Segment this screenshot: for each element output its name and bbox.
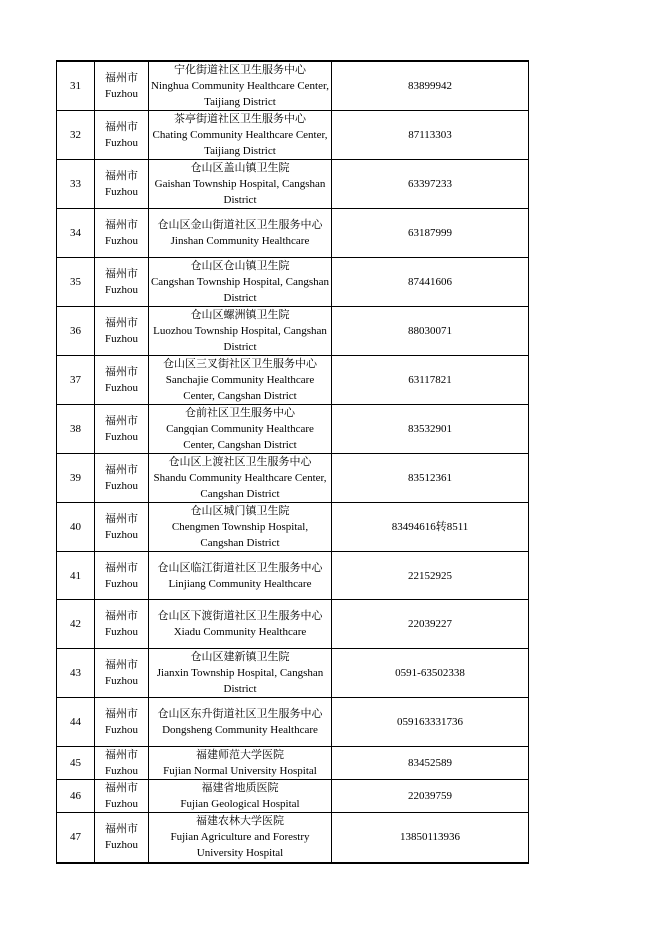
city-cn: 福州市: [105, 749, 138, 761]
table-row: [57, 258, 529, 307]
hospital-name-cell: [149, 600, 332, 649]
city-cell: [95, 111, 149, 160]
table-row: [57, 503, 529, 552]
hospital-name-cn: 仓山区城门镇卫生院: [190, 505, 290, 517]
row-number: 47: [57, 813, 95, 863]
city-en: Fuzhou: [105, 88, 138, 100]
row-number: 38: [57, 405, 95, 454]
hospital-name-en: Xiadu Community Healthcare: [173, 626, 307, 638]
hospital-table: [56, 60, 529, 864]
hospital-name-cell: [149, 649, 332, 698]
table-row: [57, 307, 529, 356]
hospital-name-en: Ninghua Community Healthcare Center, Taijiang District: [151, 80, 329, 108]
hospital-name-en: Cangqian Community Healthcare Center, Cangshan District: [166, 423, 314, 451]
phone-cell: 63117821: [332, 356, 529, 405]
phone-cell: 83452589: [332, 747, 529, 780]
table-row: [57, 698, 529, 747]
table-row: [57, 61, 529, 111]
hospital-name-cn: 仓山区金山街道社区卫生服务中心: [157, 219, 323, 231]
table-row: [57, 747, 529, 780]
city-cn: 福州市: [105, 366, 138, 378]
hospital-name-en: Fujian Agriculture and Forestry University Hospital: [170, 831, 310, 860]
row-number: 37: [57, 356, 95, 405]
hospital-name-cell: [149, 61, 332, 111]
phone-cell: 0591-63502338: [332, 649, 529, 698]
hospital-name-cell: [149, 405, 332, 454]
row-number: 40: [57, 503, 95, 552]
hospital-name-cell: [149, 698, 332, 747]
city-cell: [95, 356, 149, 405]
hospital-name-cell: [149, 454, 332, 503]
row-number: 31: [57, 61, 95, 111]
city-cn: 福州市: [105, 317, 138, 329]
table-row: [57, 649, 529, 698]
city-en: Fuzhou: [105, 186, 138, 198]
hospital-name-cn: 福建农林大学医院: [196, 815, 284, 828]
city-cell: [95, 813, 149, 863]
city-en: Fuzhou: [105, 765, 138, 777]
city-cell: [95, 503, 149, 552]
hospital-name-en: Chengmen Township Hospital, Cangshan District: [171, 521, 309, 549]
phone-cell: 13850113936: [332, 813, 529, 863]
city-en: Fuzhou: [105, 235, 138, 247]
table-row: [57, 209, 529, 258]
city-cell: [95, 160, 149, 209]
hospital-name-cn: 仓前社区卫生服务中心: [185, 407, 295, 419]
city-cell: [95, 61, 149, 111]
city-cell: [95, 649, 149, 698]
hospital-name-en: Jianxin Township Hospital, Cangshan District: [156, 667, 324, 695]
hospital-name-cn: 茶亭街道社区卫生服务中心: [174, 113, 306, 125]
city-en: Fuzhou: [105, 839, 138, 852]
city-cn: 福州市: [105, 708, 138, 720]
phone-cell: 22039227: [332, 600, 529, 649]
row-number: 39: [57, 454, 95, 503]
phone-cell: 83512361: [332, 454, 529, 503]
row-number: 36: [57, 307, 95, 356]
row-number: 32: [57, 111, 95, 160]
city-en: Fuzhou: [105, 724, 138, 736]
row-number: 35: [57, 258, 95, 307]
hospital-name-cn: 仓山区上渡社区卫生服务中心: [168, 456, 312, 468]
hospital-name-cell: [149, 552, 332, 600]
table-row: [57, 160, 529, 209]
hospital-name-en: Gaishan Township Hospital, Cangshan District: [154, 178, 326, 206]
phone-cell: 87113303: [332, 111, 529, 160]
table-row: [57, 780, 529, 813]
table-row: [57, 111, 529, 160]
city-cell: [95, 258, 149, 307]
city-en: Fuzhou: [105, 333, 138, 345]
city-en: Fuzhou: [105, 577, 138, 590]
row-number: 33: [57, 160, 95, 209]
city-cn: 福州市: [105, 170, 138, 182]
city-en: Fuzhou: [105, 626, 138, 638]
phone-cell: 88030071: [332, 307, 529, 356]
city-cell: [95, 698, 149, 747]
hospital-name-en: Fujian Normal University Hospital: [163, 765, 317, 777]
table-row: [57, 405, 529, 454]
city-en: Fuzhou: [105, 382, 138, 394]
city-cn: 福州市: [105, 659, 138, 671]
hospital-name-cn: 仓山区三叉街社区卫生服务中心: [163, 358, 317, 370]
city-en: Fuzhou: [105, 137, 138, 149]
city-en: Fuzhou: [105, 798, 138, 810]
hospital-name-cell: [149, 307, 332, 356]
hospital-name-cn: 福建省地质医院: [201, 782, 279, 794]
city-en: Fuzhou: [105, 480, 138, 492]
table-row: [57, 552, 529, 600]
hospital-name-cell: [149, 813, 332, 863]
hospital-name-en: Fujian Geological Hospital: [180, 798, 300, 810]
city-cn: 福州市: [105, 782, 138, 794]
city-cell: [95, 405, 149, 454]
city-cn: 福州市: [105, 513, 138, 525]
hospital-name-en: Cangshan Township Hospital, Cangshan District: [150, 276, 330, 304]
table-row: [57, 600, 529, 649]
hospital-name-cell: [149, 356, 332, 405]
hospital-name-cell: [149, 747, 332, 780]
phone-cell: 22039759: [332, 780, 529, 813]
row-number: 43: [57, 649, 95, 698]
city-cn: 福州市: [105, 610, 138, 622]
city-cn: 福州市: [105, 219, 138, 231]
hospital-name-cn: 仓山区下渡街道社区卫生服务中心: [157, 610, 323, 622]
phone-cell: 059163331736: [332, 698, 529, 747]
phone-cell: 83532901: [332, 405, 529, 454]
phone-cell: 83899942: [332, 61, 529, 111]
hospital-name-cn: 仓山区临江街道社区卫生服务中心: [157, 561, 323, 574]
hospital-name-cell: [149, 209, 332, 258]
city-en: Fuzhou: [105, 675, 138, 687]
hospital-name-cell: [149, 160, 332, 209]
phone-cell: 63187999: [332, 209, 529, 258]
phone-cell: 22152925: [332, 552, 529, 600]
row-number: 46: [57, 780, 95, 813]
row-number: 34: [57, 209, 95, 258]
row-number: 41: [57, 552, 95, 600]
city-cell: [95, 209, 149, 258]
phone-cell: 63397233: [332, 160, 529, 209]
city-cell: [95, 552, 149, 600]
hospital-name-en: Jinshan Community Healthcare: [170, 235, 310, 247]
city-cell: [95, 780, 149, 813]
table-row: [57, 356, 529, 405]
city-cn: 福州市: [105, 415, 138, 427]
row-number: 44: [57, 698, 95, 747]
row-number: 45: [57, 747, 95, 780]
phone-cell: 83494616转8511: [332, 503, 529, 552]
city-cn: 福州市: [105, 561, 138, 574]
city-cn: 福州市: [105, 823, 138, 836]
hospital-name-cell: [149, 111, 332, 160]
hospital-name-cell: [149, 503, 332, 552]
row-number: 42: [57, 600, 95, 649]
city-cell: [95, 307, 149, 356]
hospital-name-en: Linjiang Community Healthcare: [168, 577, 312, 590]
table-row: [57, 454, 529, 503]
hospital-name-cn: 仓山区盖山镇卫生院: [190, 162, 290, 174]
city-cn: 福州市: [105, 464, 138, 476]
city-en: Fuzhou: [105, 529, 138, 541]
hospital-name-en: Chating Community Healthcare Center, Taijiang District: [152, 129, 328, 157]
hospital-name-cn: 福建师范大学医院: [196, 749, 284, 761]
hospital-name-cn: 仓山区东升街道社区卫生服务中心: [157, 708, 323, 720]
hospital-name-cn: 仓山区建新镇卫生院: [190, 651, 290, 663]
city-cn: 福州市: [105, 268, 138, 280]
hospital-name-cell: [149, 780, 332, 813]
city-cell: [95, 454, 149, 503]
table-row: [57, 813, 529, 863]
city-cell: [95, 600, 149, 649]
hospital-name-cn: 仓山区仓山镇卫生院: [190, 260, 290, 272]
hospital-name-en: Dongsheng Community Healthcare: [162, 724, 318, 736]
city-en: Fuzhou: [105, 431, 138, 443]
hospital-name-en: Shandu Community Healthcare Center, Cangshan District: [153, 472, 327, 500]
city-cn: 福州市: [105, 121, 138, 133]
hospital-name-en: Luozhou Township Hospital, Cangshan District: [153, 325, 327, 353]
city-cn: 福州市: [105, 72, 138, 84]
hospital-name-en: Sanchajie Community Healthcare Center, Cangshan District: [165, 374, 315, 402]
hospital-name-cell: [149, 258, 332, 307]
city-cell: [95, 747, 149, 780]
hospital-name-cn: 宁化街道社区卫生服务中心: [174, 64, 306, 76]
phone-cell: 87441606: [332, 258, 529, 307]
city-en: Fuzhou: [105, 284, 138, 296]
hospital-name-cn: 仓山区螺洲镇卫生院: [190, 309, 290, 321]
